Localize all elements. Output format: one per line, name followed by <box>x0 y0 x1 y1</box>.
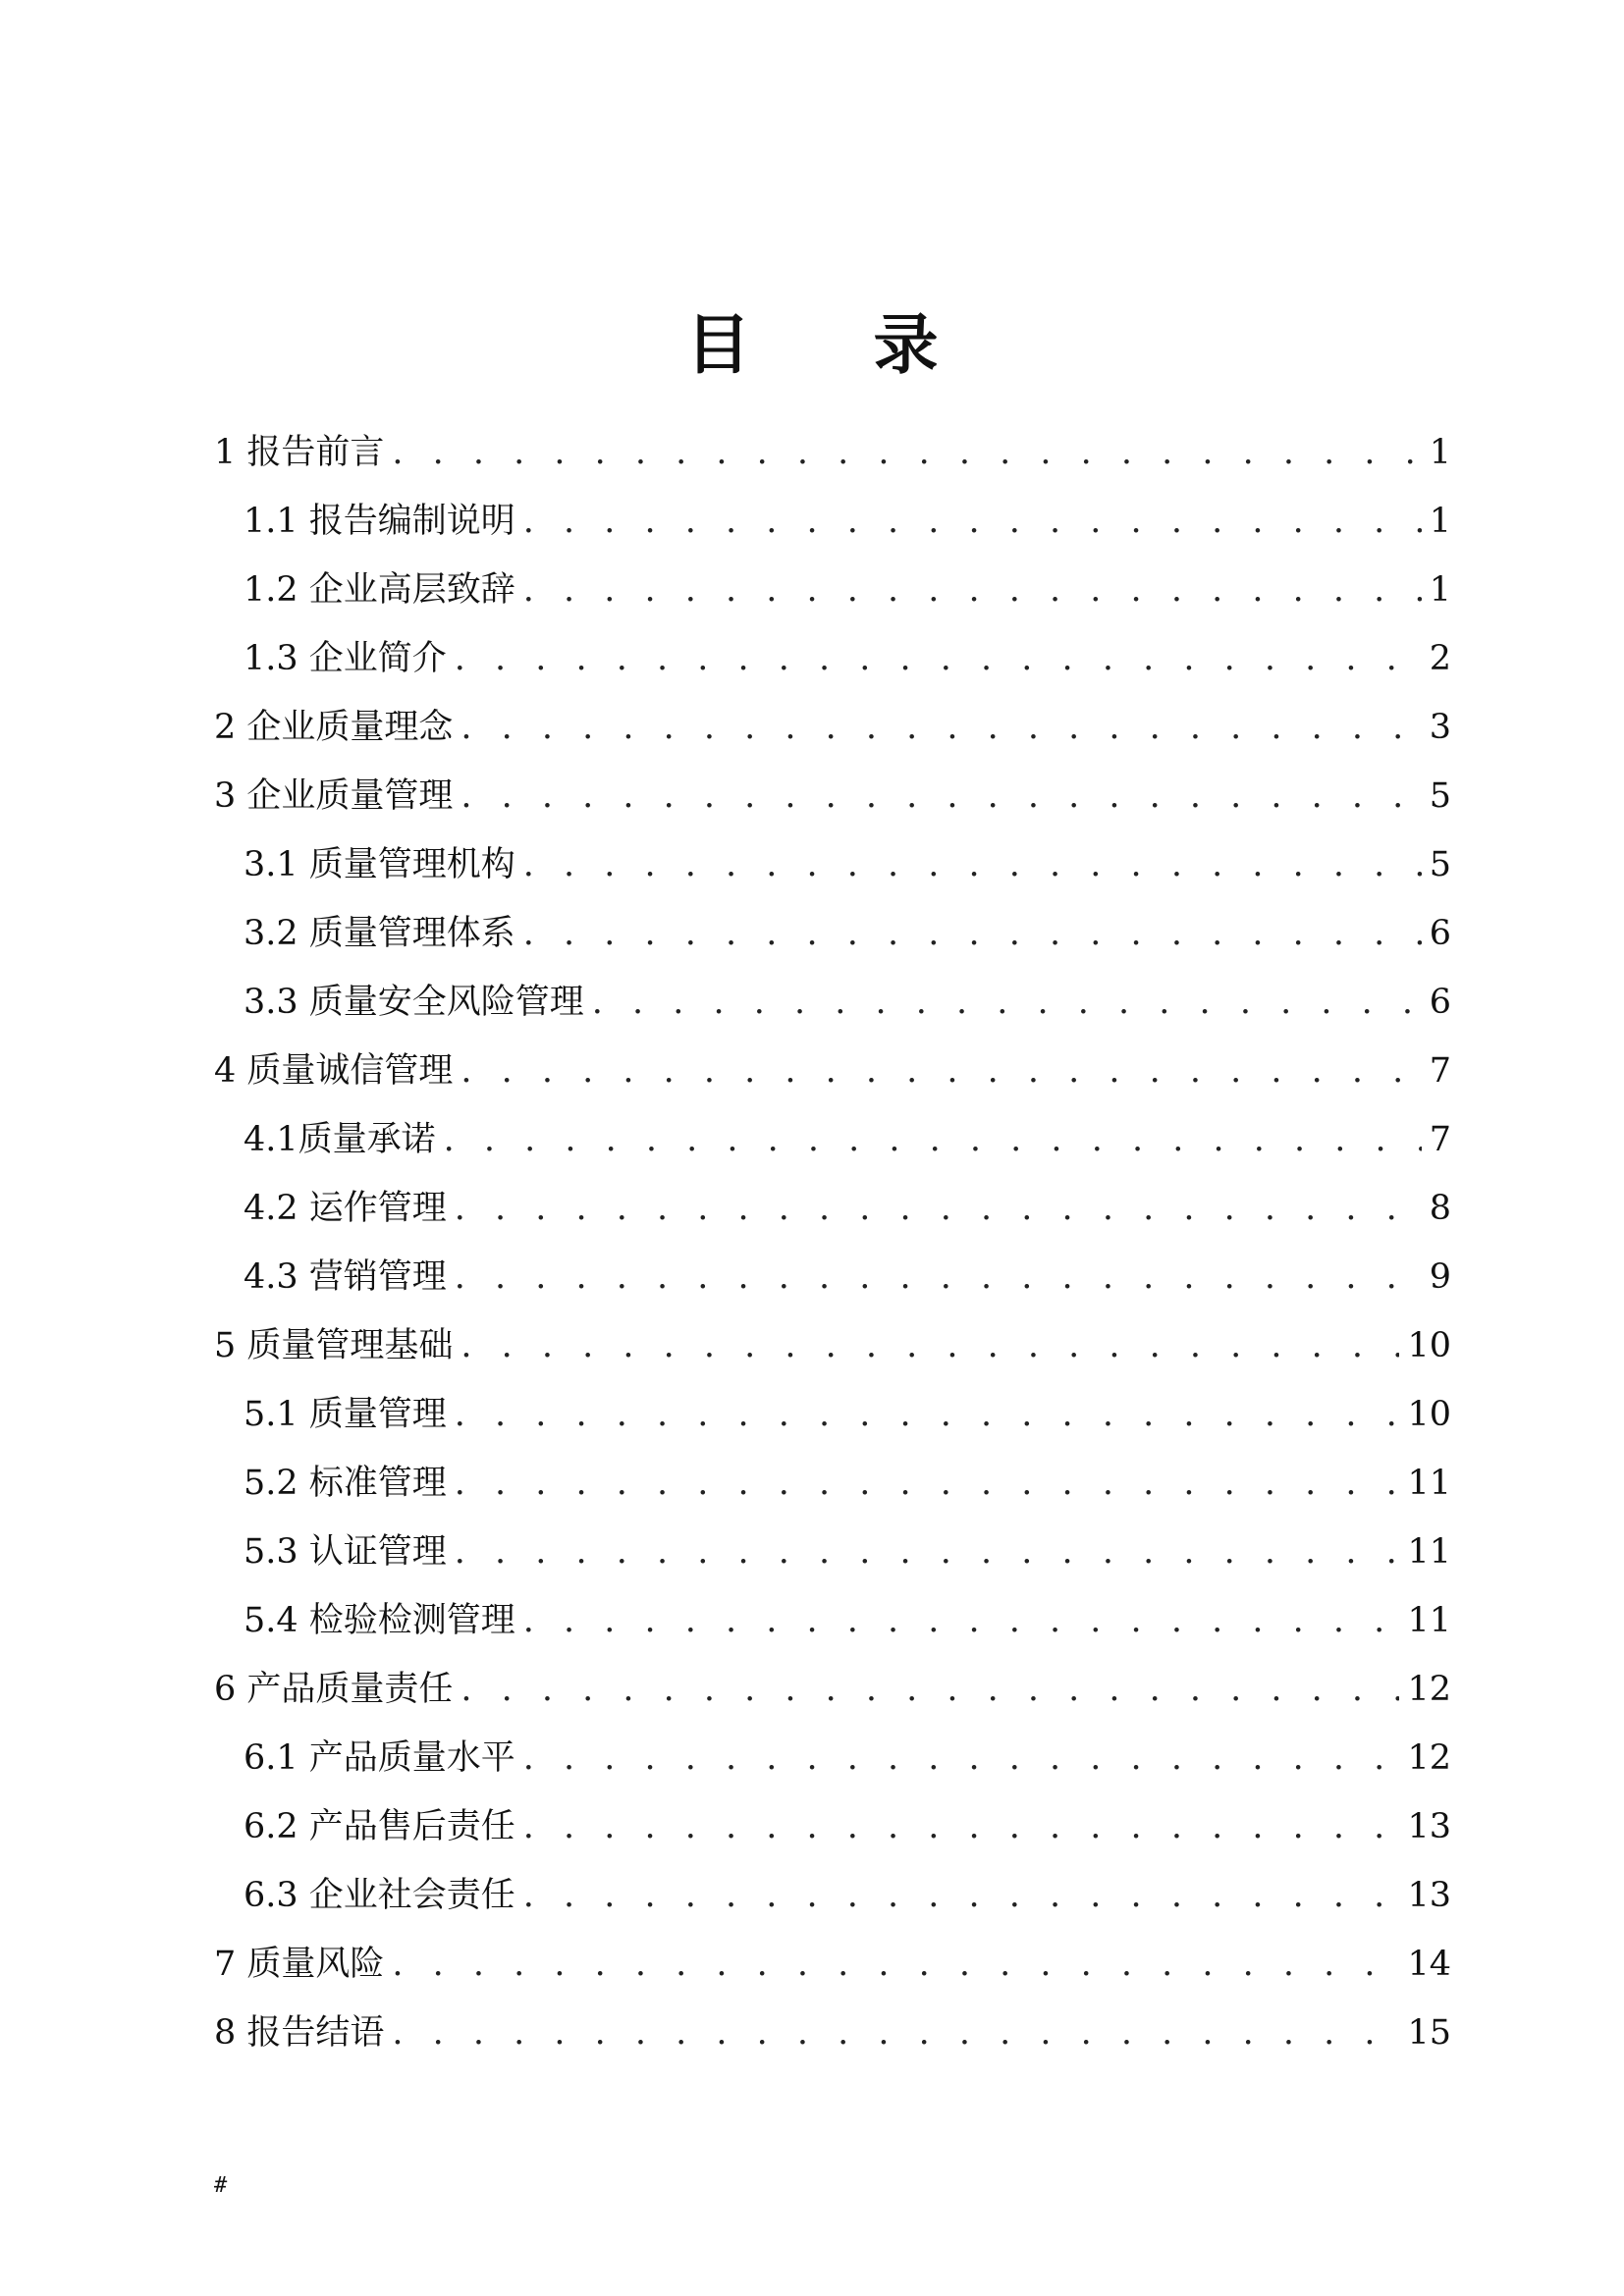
toc-section-entry[interactable] <box>214 624 1451 693</box>
toc-chapter-entry[interactable] <box>214 1311 1451 1380</box>
toc-entry-page-number: 3 <box>1429 708 1451 747</box>
toc-dot-leader <box>460 1311 1399 1380</box>
toc-entry-page-number: 1 <box>1429 433 1451 472</box>
toc-entry-label: 1.3 企业简介 <box>244 639 447 678</box>
toc-dot-leader <box>444 1105 1422 1174</box>
toc-entry-label: 1 报告前言 <box>214 433 385 472</box>
toc-entry-page-number: 5 <box>1429 776 1451 816</box>
toc-chapter-entry[interactable] <box>214 1037 1451 1105</box>
toc-entry-label: 3 企业质量管理 <box>214 776 454 816</box>
toc-entry-page-number: 5 <box>1429 845 1451 884</box>
toc-dot-leader <box>455 1380 1400 1449</box>
toc-entry-label: 1.1 报告编制说明 <box>244 502 515 541</box>
toc-entry-page-number: 12 <box>1407 1738 1451 1778</box>
toc-entry-page-number: 2 <box>1429 639 1451 678</box>
toc-dot-leader <box>523 1724 1400 1792</box>
toc-entry-page-number: 11 <box>1407 1532 1451 1572</box>
toc-entry-page-number: 6 <box>1429 914 1451 953</box>
toc-chapter-entry[interactable] <box>214 1999 1451 2067</box>
toc-chapter-entry[interactable] <box>214 762 1451 830</box>
toc-entry-page-number: 7 <box>1429 1051 1451 1091</box>
toc-chapter-entry[interactable] <box>214 1930 1451 1999</box>
toc-dot-leader <box>455 1449 1400 1518</box>
toc-section-entry[interactable] <box>214 487 1451 556</box>
toc-dot-leader <box>523 556 1422 624</box>
toc-entry-label: 6.3 企业社会责任 <box>244 1876 515 1915</box>
toc-dot-leader <box>455 1174 1422 1243</box>
toc-section-entry[interactable] <box>214 1792 1451 1861</box>
toc-chapter-entry[interactable] <box>214 418 1451 487</box>
page-title: 目录 <box>685 307 1061 384</box>
toc-dot-leader <box>392 1999 1399 2067</box>
toc-dot-leader <box>460 1655 1399 1724</box>
toc-entry-page-number: 9 <box>1429 1257 1451 1297</box>
toc-entry-label: 2 企业质量理念 <box>214 708 454 747</box>
toc-dot-leader <box>523 1861 1400 1930</box>
toc-section-entry[interactable] <box>214 968 1451 1037</box>
toc-entry-page-number: 1 <box>1429 570 1451 610</box>
toc-dot-leader <box>392 1930 1399 1999</box>
toc-entry-page-number: 15 <box>1407 2013 1451 2053</box>
toc-dot-leader <box>523 1586 1400 1655</box>
toc-dot-leader <box>460 693 1421 762</box>
toc-entry-label: 4.3 营销管理 <box>244 1257 447 1297</box>
toc-entry-label: 6.1 产品质量水平 <box>244 1738 515 1778</box>
toc-entry-page-number: 10 <box>1407 1326 1451 1365</box>
toc-entry-page-number: 11 <box>1407 1601 1451 1640</box>
toc-entry-label: 6.2 产品售后责任 <box>244 1807 515 1846</box>
toc-entry-label: 7 质量风险 <box>214 1945 385 1984</box>
toc-entry-label: 5.2 标准管理 <box>244 1464 447 1503</box>
toc-entry-label: 5.1 质量管理 <box>244 1395 447 1434</box>
toc-entry-label: 4.2 运作管理 <box>244 1189 447 1228</box>
toc-entry-page-number: 12 <box>1407 1670 1451 1709</box>
toc-section-entry[interactable] <box>214 1586 1451 1655</box>
toc-entry-page-number: 8 <box>1429 1189 1451 1228</box>
toc-section-entry[interactable] <box>214 1518 1451 1586</box>
toc-entry-label: 4 质量诚信管理 <box>214 1051 454 1091</box>
toc-dot-leader <box>392 418 1421 487</box>
toc-chapter-entry[interactable] <box>214 1655 1451 1724</box>
toc-entry-label: 1.2 企业高层致辞 <box>244 570 515 610</box>
toc-dot-leader <box>455 624 1422 693</box>
toc-entry-page-number: 14 <box>1407 1945 1451 1984</box>
footer-mark: # <box>214 2173 228 2198</box>
toc-entry-page-number: 11 <box>1407 1464 1451 1503</box>
toc-entry-label: 5 质量管理基础 <box>214 1326 454 1365</box>
toc-dot-leader <box>455 1243 1422 1311</box>
toc-entry-label: 6 产品质量责任 <box>214 1670 454 1709</box>
toc-entry-page-number: 7 <box>1429 1120 1451 1159</box>
toc-dot-leader <box>460 1037 1421 1105</box>
toc-entry-label: 3.1 质量管理机构 <box>244 845 515 884</box>
toc-entry-page-number: 13 <box>1407 1876 1451 1915</box>
toc-dot-leader <box>523 1792 1400 1861</box>
toc-section-entry[interactable] <box>214 1724 1451 1792</box>
toc-dot-leader <box>523 830 1422 899</box>
toc-section-entry[interactable] <box>214 1105 1451 1174</box>
toc-section-entry[interactable] <box>214 1449 1451 1518</box>
toc-dot-leader <box>460 762 1421 830</box>
toc-dot-leader <box>523 899 1422 968</box>
toc-chapter-entry[interactable] <box>214 693 1451 762</box>
toc-dot-leader <box>455 1518 1400 1586</box>
toc-entry-label: 4.1质量承诺 <box>244 1120 436 1159</box>
toc-entry-label: 3.2 质量管理体系 <box>244 914 515 953</box>
toc-entry-label: 8 报告结语 <box>214 2013 385 2053</box>
toc-entry-page-number: 1 <box>1429 502 1451 541</box>
toc-section-entry[interactable] <box>214 899 1451 968</box>
toc-entry-label: 3.3 质量安全风险管理 <box>244 983 584 1022</box>
toc-entry-page-number: 13 <box>1407 1807 1451 1846</box>
toc-section-entry[interactable] <box>214 1243 1451 1311</box>
toc-entry-page-number: 10 <box>1407 1395 1451 1434</box>
toc-section-entry[interactable] <box>214 830 1451 899</box>
toc-section-entry[interactable] <box>214 1174 1451 1243</box>
toc-dot-leader <box>592 968 1422 1037</box>
toc-entry-label: 5.3 认证管理 <box>244 1532 447 1572</box>
toc-entry-label: 5.4 检验检测管理 <box>244 1601 515 1640</box>
toc-dot-leader <box>523 487 1422 556</box>
toc-section-entry[interactable] <box>214 556 1451 624</box>
table-of-contents <box>214 418 1451 2067</box>
toc-section-entry[interactable] <box>214 1380 1451 1449</box>
toc-section-entry[interactable] <box>214 1861 1451 1930</box>
toc-entry-page-number: 6 <box>1429 983 1451 1022</box>
